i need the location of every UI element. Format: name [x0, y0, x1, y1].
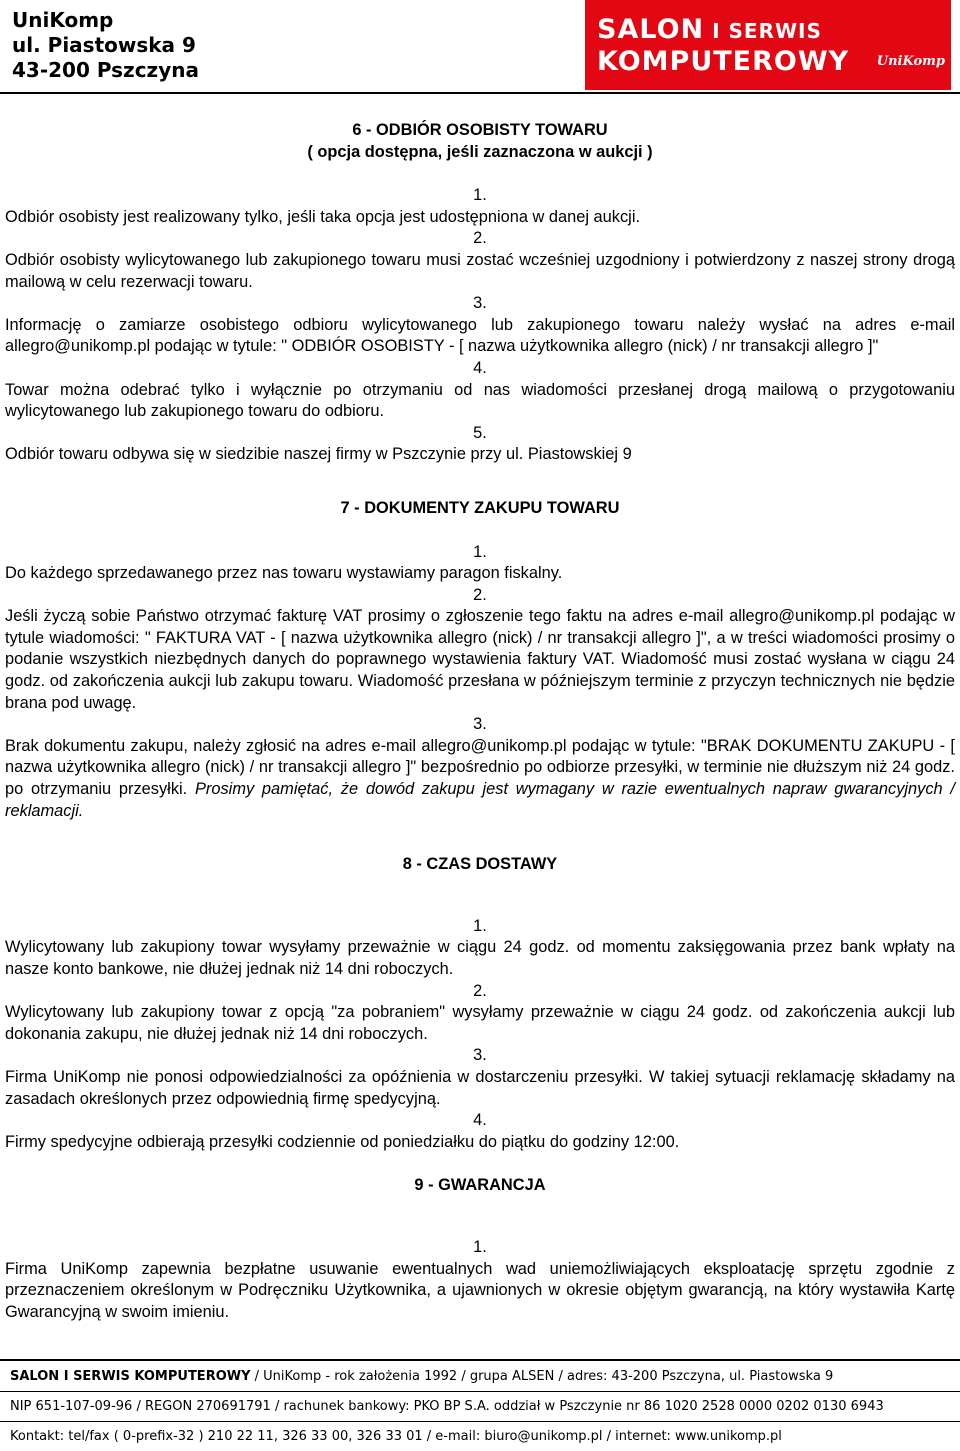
section-7-item-2: Jeśli życzą sobie Państwo otrzymać fakturę VAT prosimy o zgłoszenie tego faktu na adres e-mail allegro@unikomp.pl podając w tytule wiadomości: " FAKTURA VAT - [ nazwa użytkownika allegro (nick) / nr transakcji allegro ]", a w treści wiadomości prosimy o podanie wszystkich niezbędnych danych do poprawnego wystawienia faktury VAT. Wiadomość musi zostać wysłana w ciągu 24 godz. od zakończenia aukcji lub zakupu towaru. Wiadomość przesłana w późniejszym terminie z przyczyn technicznych nie będzie brana pod uwagę. [5, 607, 955, 712]
header-divider [0, 92, 960, 94]
footer-contact-line: Kontakt: tel/fax ( 0-prefix-32 ) 210 22 11, 326 33 00, 326 33 01 / e-mail: biuro@unikomp.pl / internet: www.unikomp.pl [10, 1429, 782, 1444]
section-7-item-3 [5, 736, 955, 822]
section-8-title: 8 - CZAS DOSTAWY [402, 855, 558, 874]
footer-company-info: / UniKomp - rok założenia 1992 / grupa ALSEN / adres: 43-200 Pszczyna, ul. Piastowska 9 [250, 1369, 834, 1384]
footer-divider [0, 1359, 960, 1361]
footer-bank-line: NIP 651-107-09-96 / REGON 270691791 / rachunek bankowy: PKO BP S.A. oddział w Pszczynie nr 86 1020 2528 0000 0202 0130 6943 [10, 1399, 884, 1414]
item-number: 1. [473, 916, 487, 935]
section-6-item-2: Odbiór osobisty wylicytowanego lub zakupionego towaru musi zostać wcześniej uzgodniony i potwierdzony z naszej strony drogą mailową w celu rezerwacji towaru. [5, 250, 955, 291]
page-footer [0, 1359, 960, 1451]
item-number: 1. [473, 1237, 487, 1256]
company-address [12, 8, 199, 83]
section-6-item-5: Odbiór towaru odbywa się w siedzibie naszej firmy w Pszczynie przy ul. Piastowskiej 9 [5, 445, 632, 464]
section-6-item-1: Odbiór osobisty jest realizowany tylko, jeśli taka opcja jest udostępniona w danej aukcji. [5, 207, 641, 226]
document-body [5, 120, 955, 1323]
logo-brand: UniKomp [876, 54, 945, 69]
footer-separator [0, 1421, 960, 1422]
section-8-item-2: Wylicytowany lub zakupiony towar z opcją "za pobraniem" wysyłamy przeważnie w ciągu 24 godz. od zakończenia aukcji lub dokonania zakupu, nie dłużej jednak niż 14 dni roboczych. [5, 1003, 955, 1043]
section-7-item-3-note: Prosimy pamiętać, że dowód zakupu jest wymagany w razie ewentualnych napraw gwarancyjnych / reklamacji. [5, 780, 955, 820]
section-7-item-1: Do każdego sprzedawanego przez nas towaru wystawiamy paragon fiskalny. [5, 564, 563, 583]
item-number: 3. [473, 1046, 487, 1065]
item-number: 1. [473, 542, 487, 561]
item-number: 2. [473, 981, 487, 1000]
logo-line2: KOMPUTEROWY [597, 46, 850, 77]
company-street: ul. Piastowska 9 [12, 33, 196, 57]
item-number: 3. [473, 294, 487, 313]
item-number: 2. [473, 585, 487, 604]
section-6-title: 6 - ODBIÓR OSOBISTY TOWARU [352, 121, 608, 139]
company-name: UniKomp [12, 8, 114, 32]
section-7-item-3-text: Brak dokumentu zakupu, należy zgłosić na adres e-mail allegro@unikomp.pl podając w tytule: "BRAK DOKUMENTU ZAKUPU - [ nazwa użytkownika allegro (nick) / nr transakcji allegro ]" bezpośrednio po odbiorze przesyłki, w terminie nie dłuższym niż 24 godz. po otrzymaniu przesyłki. [5, 736, 955, 799]
section-9-title: 9 - GWARANCJA [414, 1176, 546, 1195]
company-logo [585, 0, 951, 90]
logo-i-serwis: I SERWIS [704, 19, 822, 43]
item-number: 1. [473, 186, 487, 205]
section-8-item-4: Firmy spedycyjne odbierają przesyłki codziennie od poniedziałku do piątku do godziny 12:00. [5, 1132, 680, 1151]
footer-separator [0, 1391, 960, 1392]
logo-line1 [597, 14, 822, 45]
item-number: 5. [473, 423, 487, 442]
section-9-item-1: Firma UniKomp zapewnia bezpłatne usuwanie ewentualnych wad uniemożliwiających eksploatację sprzętu zgodnie z przeznaczeniem określonym w Podręczniku Użytkownika, a ujawnionych w okresie objętym gwarancją, na który wystawiła Kartę Gwarancyjną w swoim imieniu. [5, 1259, 955, 1321]
footer-company-line [10, 1369, 833, 1384]
item-number: 4. [473, 1111, 487, 1130]
section-7-title: 7 - DOKUMENTY ZAKUPU TOWARU [340, 498, 620, 517]
section-8-item-1: Wylicytowany lub zakupiony towar wysyłamy przeważnie w ciągu 24 godz. od momentu zaksięgowania przez bank wpłaty na nasze konto bankowe, nie dłużej jednak niż 14 dni roboczych. [5, 938, 955, 978]
section-8-item-3: Firma UniKomp nie ponosi odpowiedzialności za opóźnienia w dostarczeniu przesyłki. W takiej sytuacji reklamację składamy na zasadach określonych przez odpowiednią firmę spedycyjną. [5, 1067, 955, 1108]
item-number: 4. [473, 358, 487, 377]
section-6-subtitle: ( opcja dostępna, jeśli zaznaczona w aukcji ) [307, 142, 653, 161]
logo-salon: SALON [597, 14, 705, 45]
item-number: 3. [473, 715, 487, 734]
footer-salon-name: SALON I SERWIS KOMPUTEROWY [10, 1369, 251, 1384]
company-city: 43-200 Pszczyna [12, 58, 199, 82]
item-number: 2. [473, 229, 487, 248]
section-6-item-3: Informację o zamiarze osobistego odbioru wylicytowanego lub zakupionego towaru należy wysłać na adres e-mail allegro@unikomp.pl podając w tytule: " ODBIÓR OSOBISTY - [ nazwa użytkownika allegro (nick) / nr transakcji allegro ]" [5, 315, 955, 356]
section-6-item-4: Towar można odebrać tylko i wyłącznie po otrzymaniu od nas wiadomości przesłanej drogą mailową o przygotowaniu wylicytowanego lub zakupionego towaru do odbioru. [5, 380, 955, 421]
